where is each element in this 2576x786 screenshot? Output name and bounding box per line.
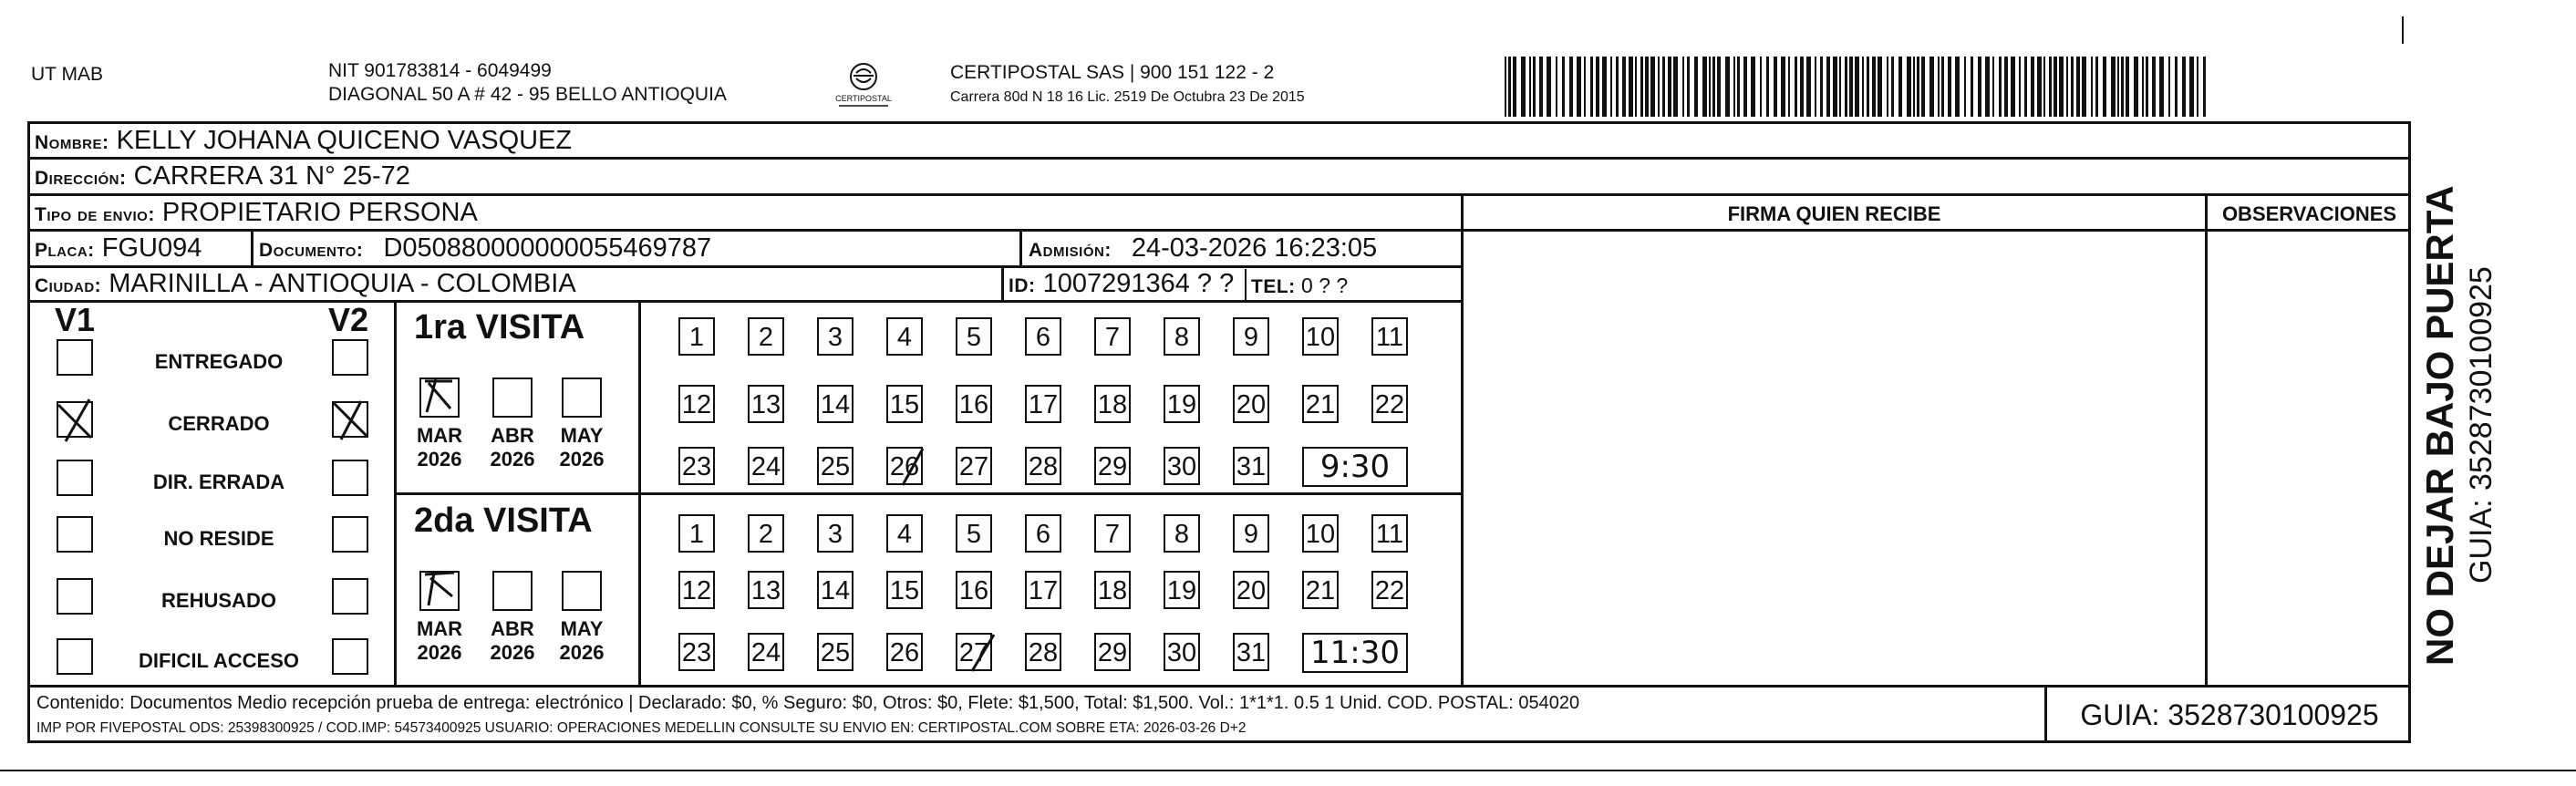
day-box: 30 [1164, 447, 1200, 485]
certipostal-logo [832, 58, 895, 113]
day-box: 25 [817, 633, 853, 671]
day-box: 8 [1164, 317, 1200, 356]
checkbox-v2 [332, 516, 368, 553]
day-box: 11 [1371, 317, 1408, 356]
company-nit: NIT 901783814 - 6049499 [328, 60, 552, 81]
divider-id [1001, 265, 1004, 300]
day-box: 17 [1025, 571, 1061, 609]
day-box: 25 [817, 447, 853, 485]
certipostal-address: Carrera 80d N 18 16 Lic. 2519 De Octubra 23 De 2015 [950, 89, 1305, 105]
day-box: 9 [1233, 317, 1269, 356]
month-checkbox [562, 377, 602, 418]
day-box: 5 [956, 514, 992, 553]
day-box: 4 [886, 514, 923, 553]
day-box: 19 [1164, 385, 1200, 423]
checkbox-v1 [57, 516, 93, 553]
status-label: ENTREGADO [154, 350, 284, 373]
visit-title: 1ra VISITA [414, 308, 585, 346]
footer-line1: Contenido: Documentos Medio recepción prueba de entrega: electrónico | Declarado: $0, % Seguro: $0, Otros: $0, Flete: $1,500, Total: $1,500. Vol.: 1*1*1. 0.5 1 Unid. COD. POSTAL: 054020 [36, 693, 1580, 713]
day-box: 21 [1302, 385, 1339, 423]
day-box: 13 [748, 571, 784, 609]
ciudad-label: Ciudad: [35, 275, 102, 296]
direccion-value: CARRERA 31 N° 25-72 [133, 161, 410, 191]
day-box: 24 [748, 447, 784, 485]
divider-firma-left [1461, 193, 1464, 686]
placa-field [35, 233, 202, 266]
divider-placa [251, 229, 253, 265]
status-label: DIR. ERRADA [152, 471, 285, 493]
year-label: 2026 [417, 448, 462, 471]
tel-value: 0 ? ? [1301, 274, 1349, 297]
day-box: 27 [956, 447, 992, 485]
checkbox-v2 [332, 578, 368, 615]
month-label: ABR [491, 617, 534, 640]
day-box: 11 [1371, 514, 1408, 553]
divider-visits [394, 492, 1461, 495]
checkbox-v1 [57, 578, 93, 615]
placa-label: Placa: [35, 240, 95, 261]
day-box: 6 [1025, 514, 1061, 553]
day-box: 28 [1025, 633, 1061, 671]
admision-value: 24-03-2026 16:23:05 [1131, 233, 1378, 263]
checkbox-v2 [332, 339, 368, 376]
year-label: 2026 [559, 448, 605, 471]
side-warning: NO DEJAR BAJO PUERTA [2418, 185, 2461, 666]
day-box: 29 [1094, 633, 1131, 671]
nombre-row [35, 125, 572, 159]
day-box: 31 [1233, 447, 1269, 485]
documento-value: D050880000000055469787 [383, 233, 712, 263]
day-box: 6 [1025, 317, 1061, 356]
barcode [1505, 57, 2207, 117]
month-checkbox [562, 571, 602, 611]
day-box: 1 [678, 317, 715, 356]
firma-header: FIRMA QUIEN RECIBE [1727, 202, 1941, 225]
admision-label: Admisión: [1029, 240, 1112, 261]
check-mark-v2-cerrado [328, 398, 372, 443]
day-box: 21 [1302, 571, 1339, 609]
check-mark-visit1-mar [419, 374, 461, 416]
certipostal-name: CERTIPOSTAL SAS | 900 151 122 - 2 [950, 62, 1275, 83]
year-label: 2026 [417, 641, 462, 664]
tipo-row [35, 197, 478, 231]
nombre-label: Nombre: [35, 132, 109, 153]
tipo-label: Tipo de envio: [35, 204, 155, 225]
day-box: 16 [956, 571, 992, 609]
id-field [1009, 268, 1234, 302]
day-box: 12 [678, 385, 715, 423]
month-label: MAY [560, 617, 604, 640]
day-box: 3 [817, 317, 853, 356]
company-address: DIAGONAL 50 A # 42 - 95 BELLO ANTIOQUIA [328, 84, 727, 105]
day-box: 22 [1371, 385, 1408, 423]
tel-label: TEL: [1251, 276, 1296, 297]
day-box: 13 [748, 385, 784, 423]
day-box: 3 [817, 514, 853, 553]
day-box: 26 [886, 633, 923, 671]
day-box: 14 [817, 571, 853, 609]
logo-text: CERTIPOSTAL [835, 94, 892, 103]
status-label: DIFICIL ACCESO [138, 649, 299, 672]
day-box: 5 [956, 317, 992, 356]
day-box: 16 [956, 385, 992, 423]
day-box: 20 [1233, 571, 1269, 609]
tel-field [1251, 270, 1348, 303]
year-label: 2026 [559, 641, 605, 664]
divider-tel [1245, 269, 1247, 300]
v1-header: V1 [55, 301, 96, 338]
day-box: 8 [1164, 514, 1200, 553]
ciudad-row [35, 268, 576, 302]
checkbox-v1 [57, 638, 93, 675]
day-box: 15 [886, 571, 923, 609]
day-box: 20 [1233, 385, 1269, 423]
year-label: 2026 [490, 448, 535, 471]
day-box: 2 [748, 514, 784, 553]
month-checkbox [492, 377, 533, 418]
day-box: 1 [678, 514, 715, 553]
divider-months [638, 300, 641, 685]
side-guia: GUIA: 3528730100925 [2464, 266, 2498, 584]
day-box: 28 [1025, 447, 1061, 485]
day-box: 18 [1094, 571, 1131, 609]
footer-line2: IMP POR FIVEPOSTAL ODS: 25398300925 / COD.IMP: 54573400925 USUARIO: OPERACIONES MEDELLIN CONSULTE SU ENVIO EN: CERTIPOSTAL.COM SOBRE ETA: 2026-03-26 D+2 [36, 720, 1247, 736]
day-box: 18 [1094, 385, 1131, 423]
company-short: UT MAB [31, 64, 103, 85]
id-label: ID: [1009, 275, 1036, 296]
day-box: 7 [1094, 514, 1131, 553]
page-bottom-line [0, 770, 2576, 771]
direccion-label: Dirección: [35, 168, 127, 189]
year-label: 2026 [490, 641, 535, 664]
day-box: 27 [956, 633, 992, 671]
day-box: 14 [817, 385, 853, 423]
day-box: 23 [678, 447, 715, 485]
day-box: 10 [1302, 317, 1339, 356]
month-label: MAY [560, 424, 604, 447]
observaciones-header: OBSERVACIONES [2221, 202, 2397, 225]
v2-header: V2 [328, 301, 369, 338]
divider-firma-header [1464, 229, 2411, 232]
checkbox-v2 [332, 638, 368, 675]
checkbox-v1 [57, 339, 93, 376]
day-box: 23 [678, 633, 715, 671]
checkbox-v2 [332, 460, 368, 496]
day-box: 29 [1094, 447, 1131, 485]
documento-label: Documento: [259, 240, 364, 261]
divider-footer [27, 685, 2411, 688]
day-box: 17 [1025, 385, 1061, 423]
day-box: 10 [1302, 514, 1339, 553]
day-box: 19 [1164, 571, 1200, 609]
day-box: 7 [1094, 317, 1131, 356]
divider-guia [2044, 685, 2047, 743]
status-label: REHUSADO [161, 589, 276, 612]
visit-title: 2da VISITA [414, 502, 593, 540]
day-box: 30 [1164, 633, 1200, 671]
direccion-row [35, 160, 410, 194]
day-box: 15 [886, 385, 923, 423]
day-box: 2 [748, 317, 784, 356]
day-box: 12 [678, 571, 715, 609]
placa-value: FGU094 [101, 233, 202, 263]
day-box: 31 [1233, 633, 1269, 671]
divider-observaciones-left [2205, 193, 2208, 686]
day-box: 4 [886, 317, 923, 356]
status-label: NO RESIDE [163, 527, 274, 550]
handwritten-time: 9:30 [1302, 447, 1408, 487]
documento-field [259, 233, 711, 266]
day-box: 22 [1371, 571, 1408, 609]
footer-guia: GUIA: 3528730100925 [2080, 698, 2379, 731]
nombre-value: KELLY JOHANA QUICENO VASQUEZ [116, 126, 573, 155]
id-value: 1007291364 ? ? [1042, 269, 1235, 298]
checkbox-v1 [57, 460, 93, 496]
status-label: CERRADO [168, 412, 270, 435]
month-label: ABR [491, 424, 534, 447]
divider-admision [1019, 229, 1022, 265]
ciudad-value: MARINILLA - ANTIOQUIA - COLOMBIA [109, 269, 576, 298]
check-mark-visit2-day27 [963, 631, 1003, 675]
handwritten-time: 11:30 [1302, 633, 1408, 673]
check-mark-visit1-day26 [894, 445, 934, 489]
day-box: 26 [886, 447, 923, 485]
month-label: MAR [416, 424, 463, 447]
check-mark-visit2-mar [419, 567, 461, 609]
day-box: 9 [1233, 514, 1269, 553]
day-box: 24 [748, 633, 784, 671]
tipo-value: PROPIETARIO PERSONA [161, 198, 478, 227]
margin-mark [2402, 16, 2404, 44]
month-checkbox [492, 571, 533, 611]
month-label: MAR [416, 617, 463, 640]
check-mark-v1-cerrado [55, 398, 98, 443]
admision-field [1029, 233, 1377, 266]
